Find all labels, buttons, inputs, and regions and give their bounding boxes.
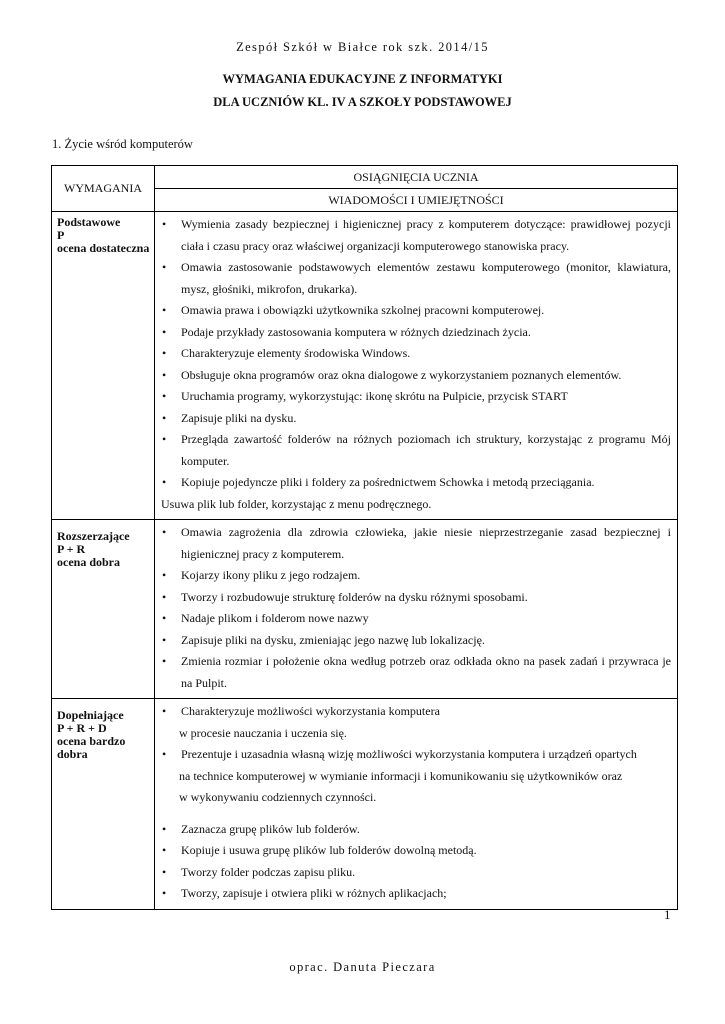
list-item: • Zmienia rozmiar i położenie okna według potrzeb oraz odkłada okno na pasek zadań i przywraca je na Pulpit. bbox=[159, 651, 671, 694]
table-row-extended bbox=[52, 520, 678, 699]
list-item-continuation: w procesie nauczania i uczenia się. bbox=[179, 725, 347, 740]
list-item: • Tworzy i rozbudowuje strukturę folderów na dysku różnymi sposobami. bbox=[159, 587, 671, 609]
page-number: 1 bbox=[664, 907, 671, 922]
level-grade: ocena bardzo dobra bbox=[57, 734, 126, 761]
list-item: • Charakteryzuje elementy środowiska Windows. bbox=[159, 343, 671, 365]
document-title-line-1: WYMAGANIA EDUKACYJNE Z INFORMATYKI bbox=[222, 72, 503, 86]
level-code: P bbox=[57, 228, 65, 242]
level-name: Podstawowe bbox=[57, 215, 121, 229]
column-header-achievements: OSIĄGNIĘCIA UCZNIA bbox=[155, 166, 678, 189]
list-item: • Przegląda zawartość folderów na różnych poziomach ich struktury, korzystając z programu Mój komputer. bbox=[159, 429, 671, 472]
list-item: • Wymienia zasady bezpiecznej i higienicznej pracy z komputerem dotyczące: prawidłowej pozycji ciała i czasu pracy oraz właściwej organizacji komputerowego stanowiska pracy. bbox=[159, 214, 671, 257]
level-grade: ocena dostateczna bbox=[57, 241, 150, 255]
list-item-continuation: na technice komputerowej w wymianie informacji i komunikowaniu się użytkowników oraz bbox=[179, 768, 623, 783]
items-cell bbox=[155, 520, 678, 699]
list-item: • Zapisuje pliki na dysku. bbox=[159, 408, 671, 430]
list-item: • Uruchamia programy, wykorzystując: ikonę skrótu na Pulpicie, przycisk START bbox=[159, 386, 671, 408]
level-cell bbox=[52, 520, 155, 699]
table-row-complementary bbox=[52, 699, 678, 910]
section-heading: 1. Życie wśród komputerów bbox=[52, 137, 193, 151]
list-item: • Nadaje plikom i folderom nowe nazwy bbox=[159, 608, 671, 630]
level-code: P + R + D bbox=[57, 721, 107, 735]
level-name: Dopełniające bbox=[57, 708, 124, 722]
list-item: • Kopiuje i usuwa grupę plików lub folderów dowolną metodą. bbox=[159, 840, 671, 862]
level-cell bbox=[52, 212, 155, 520]
document-title-line-2: DLA UCZNIÓW KL. IV A SZKOŁY PODSTAWOWEJ bbox=[213, 95, 512, 109]
level-name: Rozszerzające bbox=[57, 529, 130, 543]
list-item: • Zaznacza grupę plików lub folderów. bbox=[159, 819, 671, 841]
list-item: • Prezentuje i uzasadnia własną wizję możliwości wykorzystania komputera i urządzeń opartych bbox=[159, 744, 671, 766]
items-cell bbox=[155, 212, 678, 520]
list-item: • Omawia zastosowanie podstawowych elementów zestawu komputerowego (monitor, klawiatura, mysz, głośniki, mikrofon, drukarka). bbox=[159, 257, 671, 300]
list-item: • Omawia zagrożenia dla zdrowia człowieka, jakie niesie nieprzestrzeganie zasad bezpiecznej i higienicznej pracy z komputerem. bbox=[159, 522, 671, 565]
school-header: Zespół Szkół w Białce rok szk. 2014/15 bbox=[236, 40, 489, 54]
plain-item: Usuwa plik lub folder, korzystając z menu podręcznego. bbox=[161, 496, 432, 511]
list-item: • Charakteryzuje możliwości wykorzystania komputera bbox=[159, 701, 671, 723]
list-item: • Zapisuje pliki na dysku, zmieniając jego nazwę lub lokalizację. bbox=[159, 630, 671, 652]
items-cell bbox=[155, 699, 678, 910]
requirements-table bbox=[51, 165, 678, 910]
level-grade: ocena dobra bbox=[57, 555, 120, 569]
list-item: • Obsługuje okna programów oraz okna dialogowe z wykorzystaniem poznanych elementów. bbox=[159, 365, 671, 387]
list-item: • Podaje przykłady zastosowania komputera w różnych dziedzinach życia. bbox=[159, 322, 671, 344]
footer-author: oprac. Danuta Pieczara bbox=[289, 960, 436, 974]
list-item: • Kopiuje pojedyncze pliki i foldery za pośrednictwem Schowka i metodą przeciągania. bbox=[159, 472, 671, 494]
list-item: • Tworzy, zapisuje i otwiera pliki w różnych aplikacjach; bbox=[159, 883, 671, 905]
list-item: • Kojarzy ikony pliku z jego rodzajem. bbox=[159, 565, 671, 587]
column-header-requirements: WYMAGANIA bbox=[52, 166, 155, 212]
level-code: P + R bbox=[57, 542, 86, 556]
table-row-basic bbox=[52, 212, 678, 520]
list-item: • Omawia prawa i obowiązki użytkownika szkolnej pracowni komputerowej. bbox=[159, 300, 671, 322]
list-item-continuation: w wykonywaniu codziennych czynności. bbox=[179, 790, 377, 804]
list-item: • Tworzy folder podczas zapisu pliku. bbox=[159, 862, 671, 884]
column-subheader-knowledge: WIADOMOŚCI I UMIEJĘTNOŚCI bbox=[155, 189, 678, 212]
level-cell bbox=[52, 699, 155, 910]
